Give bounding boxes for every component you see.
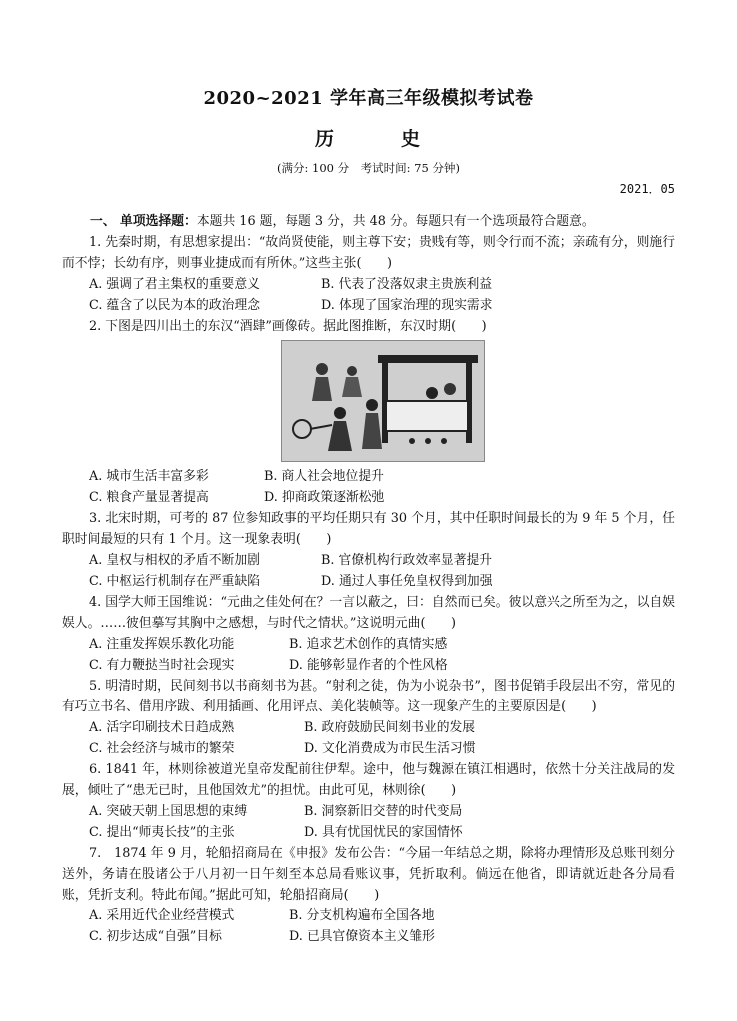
option-d: D. 能够彰显作者的个性风格	[289, 657, 448, 673]
option-c: C. 粮食产量显著提高	[89, 490, 209, 506]
option-row	[62, 296, 675, 317]
section-instructions: 本题共 16 题，每题 3 分，共 48 分。每题只有一个选项最符合题意。	[196, 214, 595, 229]
option-d: D. 体现了国家治理的现实需求	[321, 297, 493, 313]
exam-content	[62, 212, 675, 948]
question-stem: 7. 1874 年 9 月，轮船招商局在《申报》发布公告：“今届一年结总之期，除将办理情形及总账刊刻分送外，务请在股诸公于八月初一日午刻至本总局看账议事，凭折取利。倘远在他省，即请就近赴各分局看账，凭折支利。特此布闻。”据此可知，轮船招商局( )	[62, 845, 675, 903]
question-stem: 2. 下图是四川出土的东汉“酒肆”画像砖。据此图推断，东汉时期( )	[89, 318, 487, 334]
option-d: D. 具有忧国忧民的家国情怀	[304, 824, 463, 840]
question-stem: 5. 明清时期，民间刻书以书商刻书为甚。“射利之徒，伪为小说杂书”，图书促销手段层出不穷，常见的有巧立书名、借用序跋、利用插画、化用评点、美化装帧等。这一现象产生的主要原因是( )	[62, 678, 675, 715]
tavern-scene-drawing	[282, 341, 484, 461]
option-b: B. 商人社会地位提升	[264, 469, 384, 485]
option-c: C. 蕴含了以民为本的政治理念	[89, 297, 261, 313]
option-c: C. 中枢运行机制存在严重缺陷	[89, 573, 261, 589]
han-brick-relief-image	[281, 340, 485, 462]
option-a: A. 强调了君主集权的重要意义	[89, 276, 260, 292]
section-heading	[62, 212, 675, 233]
option-a: A. 注重发挥娱乐教化功能	[89, 636, 235, 652]
option-c: C. 初步达成“自强”目标	[89, 929, 222, 945]
option-row	[62, 635, 675, 656]
option-c: C. 提出“师夷长技”的主张	[89, 824, 235, 840]
question-5	[62, 677, 675, 761]
option-row	[62, 656, 675, 677]
option-row	[62, 927, 675, 948]
option-b: B. 洞察新旧交替的时代变局	[304, 803, 463, 819]
option-a: A. 皇权与相权的矛盾不断加剧	[89, 553, 260, 569]
subject-title: 历 史	[314, 128, 444, 150]
option-a: A. 城市生活丰富多彩	[89, 469, 209, 485]
option-row	[62, 802, 675, 823]
option-d: D. 文化消费成为市民生活习惯	[304, 741, 476, 757]
option-d: D. 已具官僚资本主义雏形	[289, 929, 435, 945]
option-row	[62, 488, 675, 509]
exam-title: 2020~2021 学年高三年级模拟考试卷	[203, 88, 534, 109]
question-1	[62, 233, 675, 317]
option-d: D. 抑商政策逐渐松弛	[264, 490, 385, 506]
exam-meta: (满分: 100 分 考试时间: 75 分钟)	[277, 161, 460, 175]
option-a: A. 突破天朝上国思想的束缚	[89, 803, 248, 819]
option-c: C. 有力鞭挞当时社会现实	[89, 657, 235, 673]
question-stem: 3. 北宋时期，可考的 87 位参知政事的平均任期只有 30 个月，其中任职时间最长的为 9 年 5 个月，任职时间最短的只有 1 个月。这一现象表明( )	[62, 511, 675, 548]
option-b: B. 分支机构遍布全国各地	[289, 908, 435, 924]
question-7	[62, 844, 675, 949]
option-row	[62, 572, 675, 593]
option-row	[62, 467, 675, 488]
question-6	[62, 760, 675, 844]
question-3	[62, 509, 675, 593]
option-b: B. 代表了没落奴隶主贵族利益	[321, 276, 493, 292]
option-row	[62, 823, 675, 844]
option-a: A. 采用近代企业经营模式	[89, 908, 235, 924]
option-row	[62, 275, 675, 296]
option-row	[62, 718, 675, 739]
question-stem: 4. 国学大师王国维说：“元曲之佳处何在？一言以蔽之，曰：自然而已矣。彼以意兴之所至为之，以自娱娱人。……彼但摹写其胸中之感想，与时代之情状。”这说明元曲( )	[62, 594, 675, 631]
question-stem: 1. 先秦时期，有思想家提出：“故尚贤使能，则主尊下安；贵贱有等，则令行而不流；亲疏有分，则施行而不悖；长幼有序，则事业捷成而有所休。”这些主张( )	[62, 234, 675, 271]
exam-date: 2021．05	[619, 182, 675, 196]
option-c: C. 社会经济与城市的繁荣	[89, 741, 235, 757]
section-label: 一、 单项选择题：	[90, 214, 197, 229]
question-2	[62, 317, 675, 510]
option-a: A. 活字印刷技术日趋成熟	[89, 720, 235, 736]
option-row	[62, 906, 675, 927]
question-4	[62, 593, 675, 677]
option-row	[62, 551, 675, 572]
option-b: B. 政府鼓励民间刻书业的发展	[304, 720, 476, 736]
option-d: D. 通过人事任免皇权得到加强	[321, 573, 493, 589]
option-b: B. 追求艺术创作的真情实感	[289, 636, 448, 652]
option-row	[62, 739, 675, 760]
option-b: B. 官僚机构行政效率显著提升	[321, 553, 493, 569]
question-stem: 6. 1841 年，林则徐被道光皇帝发配前往伊犁。途中，他与魏源在镇江相遇时，依然十分关注战局的发展，倾吐了“患无已时，且他国效尤”的担忧。由此可见，林则徐( )	[62, 762, 675, 799]
